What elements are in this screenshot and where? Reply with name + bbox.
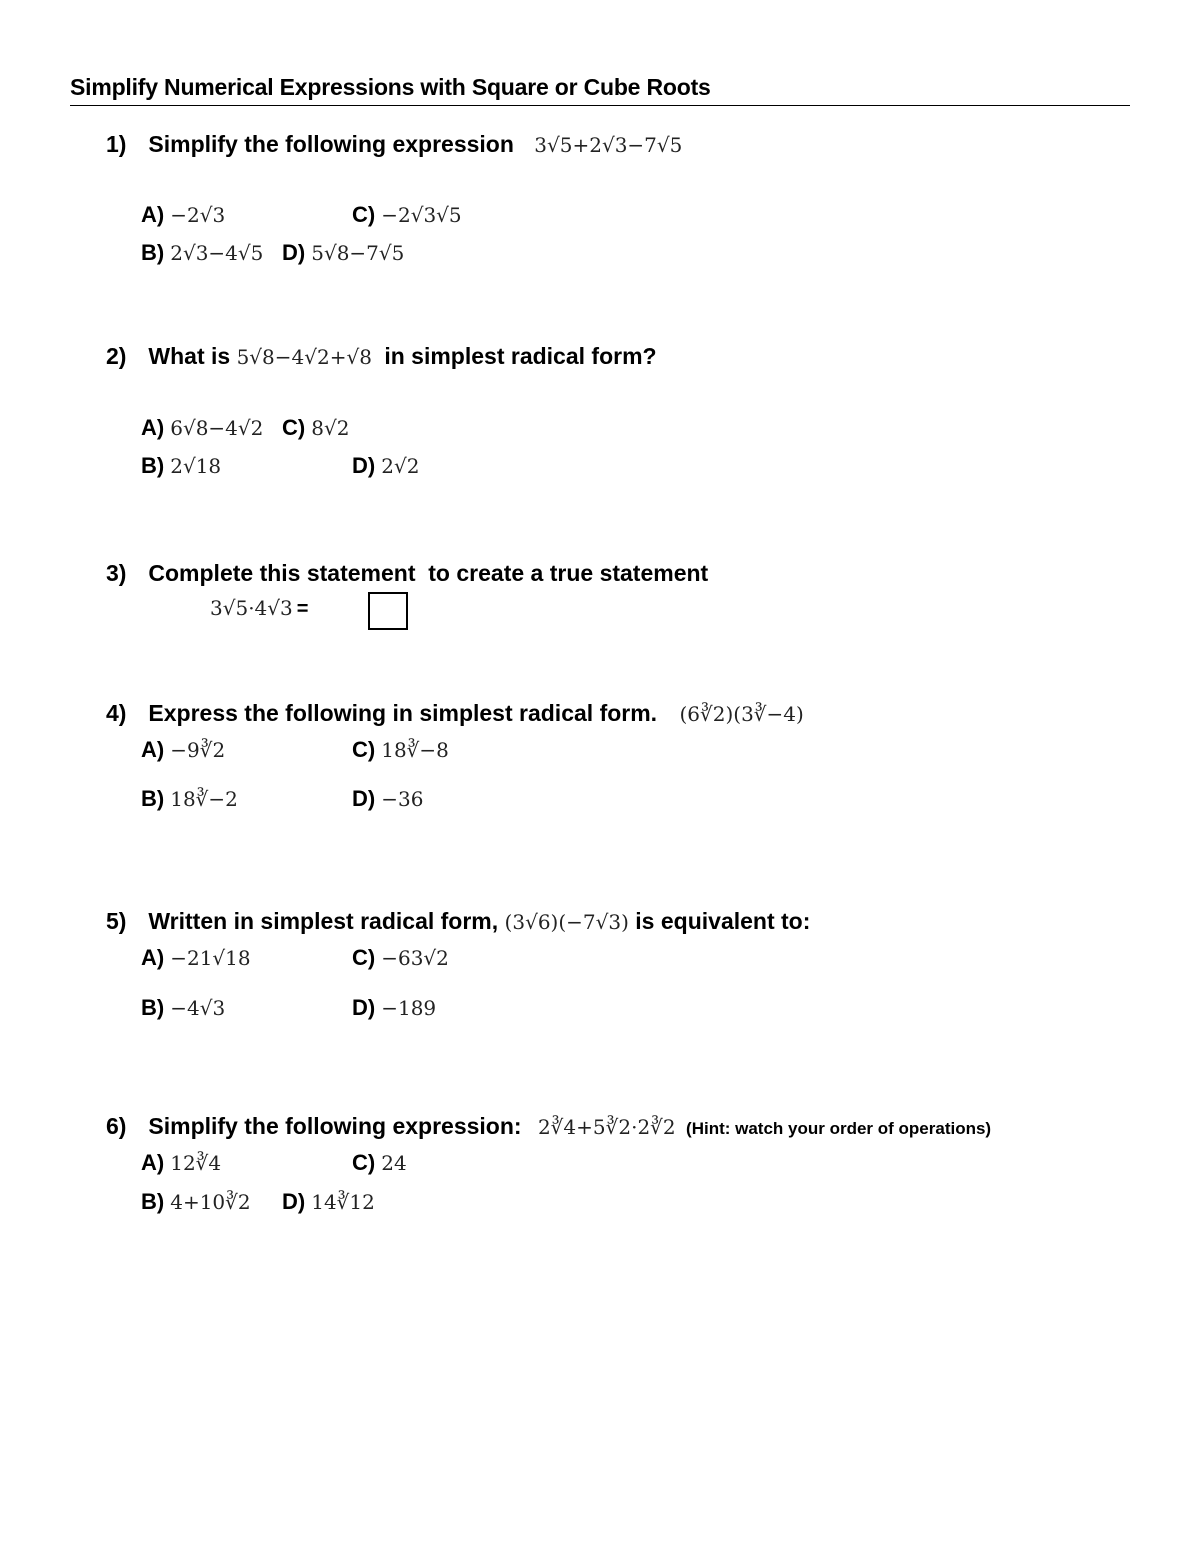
title-underline	[70, 105, 1130, 106]
question-text: Complete this statement to create a true statement	[148, 560, 709, 586]
question-6	[106, 1113, 991, 1140]
option-value: 2√2	[381, 454, 420, 478]
option-label: A)	[141, 945, 165, 970]
option-a[interactable]	[141, 737, 225, 763]
option-a[interactable]	[141, 415, 263, 441]
option-value: 5√8−7√5	[311, 241, 405, 265]
option-value: 2√18	[170, 454, 222, 478]
option-b[interactable]	[141, 1189, 251, 1215]
option-label: C)	[352, 1150, 376, 1175]
option-value: −21√18	[170, 946, 251, 970]
question-text: Express the following in simplest radical form.	[148, 700, 658, 726]
option-label: D)	[282, 1189, 306, 1214]
option-b[interactable]	[141, 240, 263, 266]
option-value: 2√3−4√5	[170, 241, 264, 265]
question-text: Simplify the following expression	[148, 131, 514, 157]
option-b[interactable]	[141, 995, 225, 1021]
option-label: B)	[141, 240, 165, 265]
question-text: Simplify the following expression:	[148, 1113, 522, 1139]
option-label: B)	[141, 995, 165, 1020]
option-b[interactable]	[141, 453, 221, 479]
option-d[interactable]	[282, 240, 404, 266]
option-value: −189	[381, 996, 437, 1020]
question-text-after: in simplest radical form?	[384, 343, 657, 369]
option-label: C)	[352, 202, 376, 227]
option-label: C)	[282, 415, 306, 440]
option-label: D)	[352, 786, 376, 811]
option-value: −63√2	[381, 946, 449, 970]
option-label: D)	[352, 453, 376, 478]
question-1	[106, 131, 682, 158]
option-a[interactable]	[141, 202, 225, 228]
equals-sign: =	[296, 598, 309, 620]
option-a[interactable]	[141, 1150, 221, 1176]
question-expression: 3√5+2√3−7√5	[534, 133, 683, 157]
question-4	[106, 700, 804, 727]
option-c[interactable]	[352, 945, 449, 971]
option-label: A)	[141, 415, 165, 440]
option-value: 4+10∛2	[170, 1190, 251, 1214]
question-number: 2)	[106, 343, 127, 369]
option-value: 14∛12	[311, 1190, 375, 1214]
option-value: −2√3	[170, 203, 226, 227]
option-label: A)	[141, 737, 165, 762]
question-number: 3)	[106, 560, 127, 586]
option-value: −2√3√5	[381, 203, 462, 227]
question-expression: (3√6)(−7√3)	[504, 910, 629, 934]
option-value: −4√3	[170, 996, 226, 1020]
statement-expression	[210, 596, 308, 621]
question-number: 1)	[106, 131, 127, 157]
option-label: A)	[141, 1150, 165, 1175]
question-text-before: What is	[148, 343, 231, 369]
question-number: 4)	[106, 700, 127, 726]
option-c[interactable]	[352, 1150, 407, 1176]
answer-box[interactable]	[368, 592, 408, 630]
option-b[interactable]	[141, 786, 238, 812]
question-2	[106, 343, 657, 370]
question-expression: 5√8−4√2+√8	[236, 345, 372, 369]
option-label: D)	[282, 240, 306, 265]
question-expression: 3√5·4√3	[210, 596, 293, 620]
option-value: 24	[381, 1151, 407, 1175]
option-value: 6√8−4√2	[170, 416, 264, 440]
question-text-after: is equivalent to:	[635, 908, 811, 934]
option-value: 18∛−8	[381, 738, 449, 762]
option-label: B)	[141, 1189, 165, 1214]
option-label: B)	[141, 453, 165, 478]
option-c[interactable]	[352, 737, 449, 763]
option-d[interactable]	[352, 995, 436, 1021]
option-a[interactable]	[141, 945, 251, 971]
option-c[interactable]	[282, 415, 349, 441]
question-expression: (6∛2)(3∛−4)	[679, 702, 804, 726]
option-d[interactable]	[352, 453, 419, 479]
option-value: −9∛2	[170, 738, 226, 762]
question-5	[106, 908, 810, 935]
option-label: B)	[141, 786, 165, 811]
option-value: −36	[381, 787, 424, 811]
option-value: 12∛4	[170, 1151, 222, 1175]
option-label: C)	[352, 737, 376, 762]
question-number: 5)	[106, 908, 127, 934]
question-text-before: Written in simplest radical form,	[148, 908, 499, 934]
option-label: A)	[141, 202, 165, 227]
option-d[interactable]	[352, 786, 423, 812]
page-title: Simplify Numerical Expressions with Square or Cube Roots	[70, 74, 711, 100]
option-c[interactable]	[352, 202, 462, 228]
option-value: 18∛−2	[170, 787, 238, 811]
question-number: 6)	[106, 1113, 127, 1139]
option-label: D)	[352, 995, 376, 1020]
option-value: 8√2	[311, 416, 350, 440]
question-hint: (Hint: watch your order of operations)	[686, 1119, 992, 1138]
question-expression: 2∛4+5∛2·2∛2	[537, 1115, 676, 1139]
question-3	[106, 560, 708, 587]
option-label: C)	[352, 945, 376, 970]
option-d[interactable]	[282, 1189, 375, 1215]
